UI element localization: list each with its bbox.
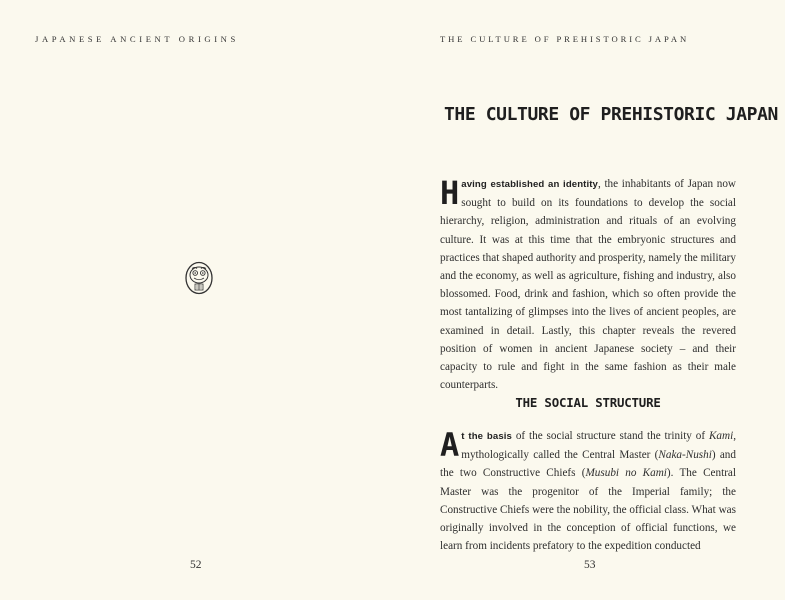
page-number-right: 53 [584, 559, 596, 571]
daruma-icon [183, 258, 215, 296]
right-page [392, 0, 785, 600]
drop-cap: A [440, 426, 460, 464]
intro-paragraph [440, 175, 736, 394]
drop-cap: H [440, 174, 460, 212]
left-page [0, 0, 392, 600]
page-number-left: 52 [190, 559, 202, 571]
chapter-title: THE CULTURE OF PREHISTORIC JAPAN [444, 104, 778, 125]
italic-term: Musubi no Kami [585, 467, 667, 480]
section-title: THE SOCIAL STRUCTURE [515, 395, 661, 410]
paragraph-text: , the inhabitants of Japan now sought to build on its foundations to develop the social hierarchy, religion, administration and rituals of an evolving culture. It was at this time that the embryonic structures and practices that shaped authority and prosperity, namely the military and the economy, as well as agriculture, fishing and industry, also blossomed. Food, drink and fashion, which so often provide the most tantalizing of glimpses into the lives of ancient peoples, are examined in detail. Lastly, this chapter reveals the revered position of women in ancient Japanese society – and their capacity to rule and fight in the same fashion as their male counterparts. [440, 178, 736, 392]
lead-in: t the basis [461, 431, 512, 442]
paragraph-text: ) and the two Constructive Chiefs ( [440, 449, 736, 480]
lead-in: aving established an identity [461, 179, 598, 190]
section-paragraph [440, 427, 736, 555]
running-head-left: JAPANESE ANCIENT ORIGINS [35, 34, 239, 44]
paragraph-text: of the social structure stand the trinity of [511, 430, 709, 442]
paragraph-text: ). The Central Master was the progenitor of the Imperial family; the Constructive Chiefs were the nobility, the official class. What was originally involved in the conception of official functions, we learn from incidents prefatory to the expedition conducted [440, 467, 736, 553]
italic-term: Kami [708, 430, 734, 442]
paragraph-text: , mythologically called the Central Master ( [461, 430, 736, 462]
italic-term: Naka-Nushi [658, 449, 712, 462]
running-head-right: THE CULTURE OF PREHISTORIC JAPAN [440, 34, 690, 44]
